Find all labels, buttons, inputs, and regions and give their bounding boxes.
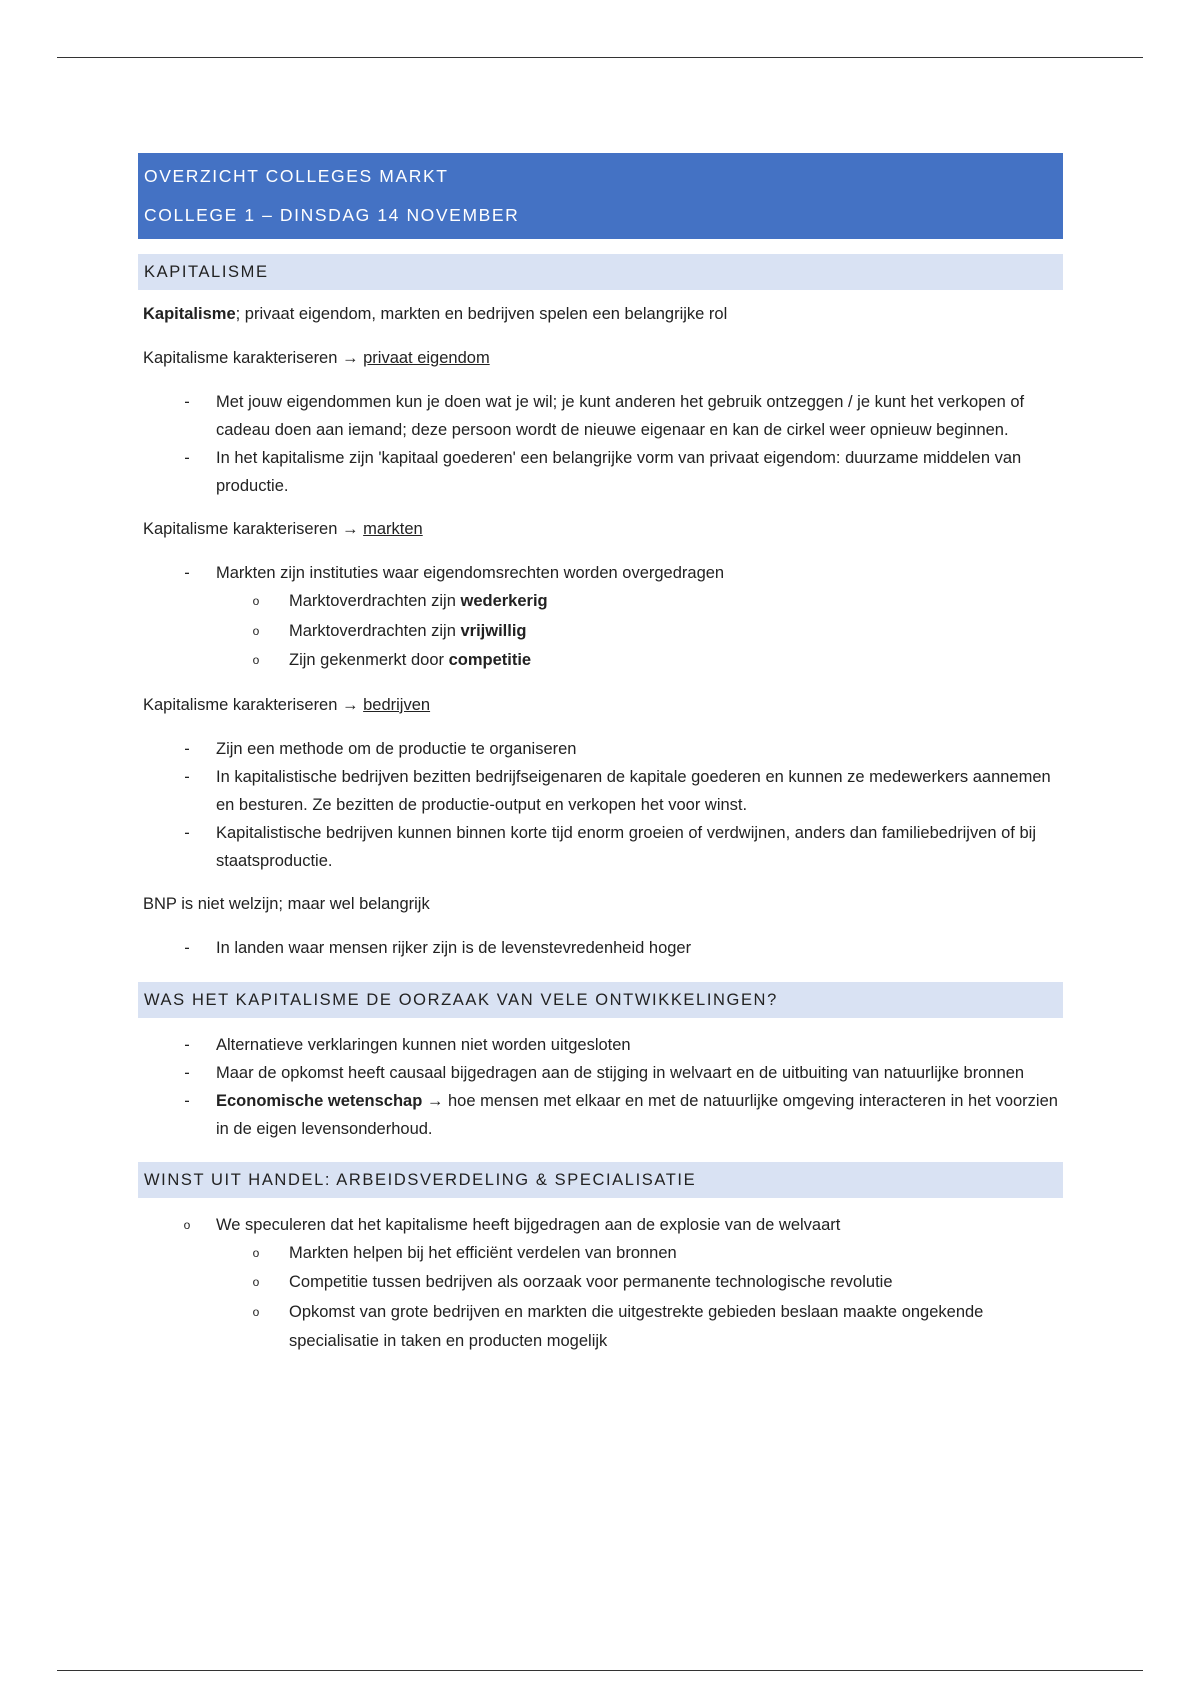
sub-list-item: o Marktoverdrachten zijn wederkerig xyxy=(216,587,1063,617)
dash-bullet-icon: - xyxy=(184,393,190,411)
document-title: OVERZICHT COLLEGES MARKT xyxy=(144,166,449,186)
sublist-markten xyxy=(216,587,1063,676)
topic-markten: markten xyxy=(363,520,423,538)
list-markten xyxy=(138,559,1063,676)
dash-bullet-icon: - xyxy=(184,1091,190,1110)
dash-bullet-icon: - xyxy=(184,564,190,582)
sub-list-item: o Zijn gekenmerkt door competitie xyxy=(216,646,1063,676)
definition-paragraph xyxy=(138,302,1063,326)
sublist-winst-uit-handel xyxy=(216,1239,1063,1357)
circle-bullet-icon: o xyxy=(252,623,260,638)
definition-term: Kapitalisme xyxy=(143,305,236,323)
footer-rule xyxy=(57,1670,1143,1671)
list-item: - Maar de opkomst heeft causaal bijgedragen aan de stijging in welvaart en de uitbuiting van natuurlijke bronnen xyxy=(138,1059,1063,1087)
list-bnp xyxy=(138,934,1063,962)
characteristic-bedrijven: Kapitalisme karakteriseren → bedrijven xyxy=(143,695,431,714)
document-subtitle: COLLEGE 1 – DINSDAG 14 NOVEMBER xyxy=(144,205,520,225)
arrow-icon: → xyxy=(342,349,359,367)
arrow-icon: → xyxy=(426,1091,444,1110)
heading-winst-uit-handel: WINST UIT HANDEL: ARBEIDSVERDELING & SPECIALISATIE xyxy=(138,1162,1063,1198)
list-item: - In het kapitalisme zijn 'kapitaal goederen' een belangrijke vorm van privaat eigendom: duurzame middelen van productie. xyxy=(138,444,1063,500)
list-item: - Alternatieve verklaringen kunnen niet worden uitgesloten xyxy=(138,1031,1063,1059)
dash-bullet-icon: - xyxy=(184,1063,190,1082)
definition-text: ; privaat eigendom, markten en bedrijven spelen een belangrijke rol xyxy=(235,305,728,323)
title-banner xyxy=(138,153,1063,239)
circle-bullet-icon: o xyxy=(252,653,260,667)
sub-list-item: o Opkomst van grote bedrijven en markten die uitgestrekte gebieden beslaan maakte ongekende specialisatie in taken en producten mogelijk xyxy=(216,1298,1063,1357)
circle-bullet-icon: o xyxy=(252,1304,260,1319)
list-item: - Met jouw eigendommen kun je doen wat je wil; je kunt anderen het gebruik ontzeggen / je kunt het verkopen of cadeau doen aan iemand; deze persoon wordt de nieuwe eigenaar en kan de cirkel weer opnieuw beginnen. xyxy=(138,388,1063,444)
arrow-icon: → xyxy=(342,520,359,538)
circle-bullet-icon: o xyxy=(252,1245,260,1260)
list-item: - Economische wetenschap → hoe mensen met elkaar en met de natuurlijke omgeving interacteren in het voorzien in de eigen levensonderhoud. xyxy=(138,1087,1063,1143)
characteristic-markten: Kapitalisme karakteriseren → markten xyxy=(143,520,423,538)
dash-bullet-icon: - xyxy=(184,767,190,786)
sub-list-item: o Competitie tussen bedrijven als oorzaak voor permanente technologische revolutie xyxy=(216,1268,1063,1298)
dash-bullet-icon: - xyxy=(184,449,190,467)
term-economische-wetenschap: Economische wetenschap xyxy=(216,1091,423,1110)
characteristic-privaat-eigendom: Kapitalisme karakteriseren → privaat eigendom xyxy=(143,349,490,367)
list-privaat-eigendom xyxy=(138,388,1063,500)
header-rule xyxy=(57,57,1143,58)
list-bedrijven xyxy=(138,735,1063,875)
circle-bullet-icon: o xyxy=(252,594,260,608)
document-body xyxy=(138,153,1063,1357)
dash-bullet-icon: - xyxy=(184,823,190,842)
list-item: - Markten zijn instituties waar eigendomsrechten worden overgedragen o Marktoverdrachten zijn wederkerig o Marktoverdrachten zijn vrijwillig o Zijn gekenmerkt door competitie xyxy=(138,559,1063,676)
list-item: - Zijn een methode om de productie te organiseren xyxy=(138,735,1063,763)
dash-bullet-icon: - xyxy=(184,739,190,758)
circle-bullet-icon: o xyxy=(183,1217,191,1232)
bnp-paragraph: BNP is niet welzijn; maar wel belangrijk xyxy=(143,894,430,913)
topic-bedrijven: bedrijven xyxy=(363,695,431,714)
dash-bullet-icon: - xyxy=(184,1035,190,1054)
list-winst-uit-handel xyxy=(138,1211,1063,1357)
sub-list-item: o Marktoverdrachten zijn vrijwillig xyxy=(216,617,1063,647)
circle-bullet-icon: o xyxy=(252,1275,260,1289)
list-item: o We speculeren dat het kapitalisme heeft bijgedragen aan de explosie van de welvaart o Markten helpen bij het efficiënt verdelen van bronnen o Competitie tussen bedrijven als oorzaak voor permanente technologische revolutie o Opkomst van grote bedrijven en markten die uitgestrekte gebieden beslaan maakte ongekende specialisatie in taken en producten mogelijk xyxy=(138,1211,1063,1357)
sub-list-item: o Markten helpen bij het efficiënt verdelen van bronnen xyxy=(216,1239,1063,1269)
heading-kapitalisme: KAPITALISME xyxy=(138,254,1063,290)
dash-bullet-icon: - xyxy=(184,938,190,957)
list-item: - Kapitalistische bedrijven kunnen binnen korte tijd enorm groeien of verdwijnen, anders dan familiebedrijven of bij staatsproductie. xyxy=(138,819,1063,875)
list-item: - In kapitalistische bedrijven bezitten bedrijfseigenaren de kapitale goederen en kunnen ze medewerkers aannemen en besturen. Ze bezitten de productie-output en verkopen het voor winst. xyxy=(138,763,1063,819)
list-oorzaak xyxy=(138,1031,1063,1143)
heading-oorzaak: WAS HET KAPITALISME DE OORZAAK VAN VELE ONTWIKKELINGEN? xyxy=(138,982,1063,1018)
topic-privaat-eigendom: privaat eigendom xyxy=(363,349,490,367)
arrow-icon: → xyxy=(342,695,359,714)
list-item: - In landen waar mensen rijker zijn is de levenstevredenheid hoger xyxy=(138,934,1063,962)
